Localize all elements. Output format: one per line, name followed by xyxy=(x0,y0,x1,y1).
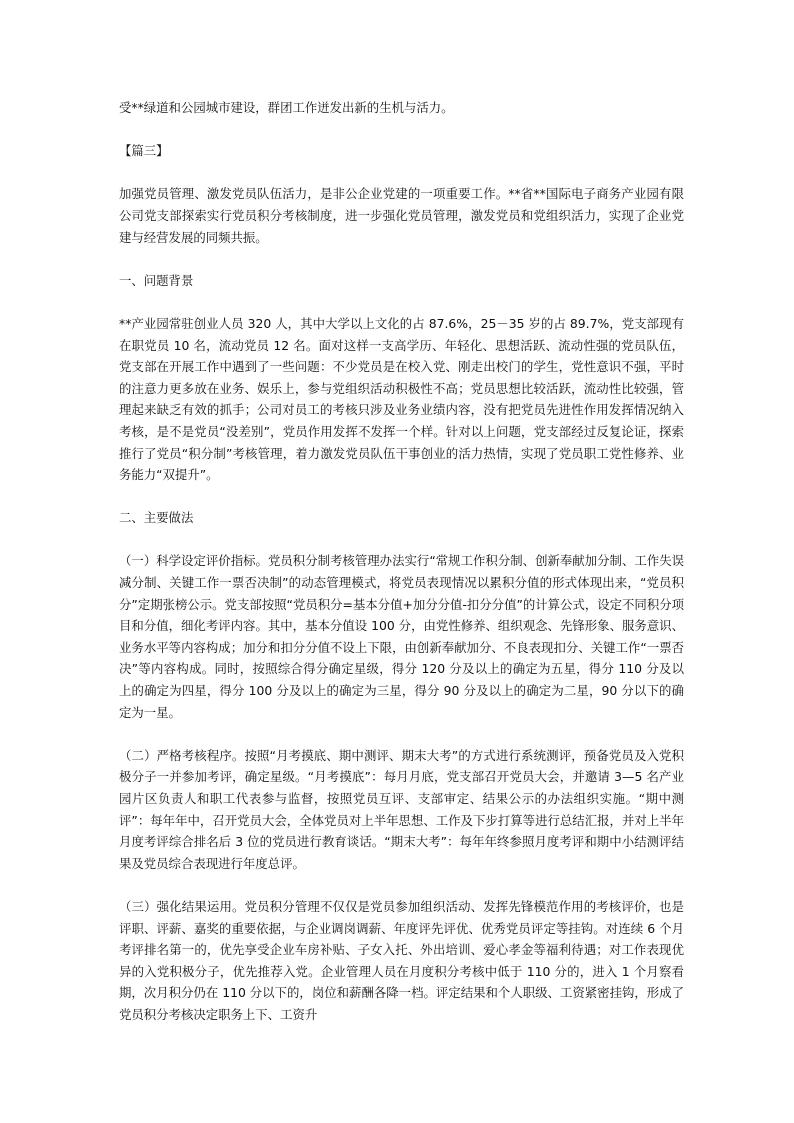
paragraph-gap xyxy=(119,874,684,896)
method-paragraph-3: （三）强化结果运用。党员积分管理不仅仅是党员参加组织活动、发挥先锋模范作用的考核评价，也是评职、评薪、嘉奖的重要依据，与企业调岗调薪、年度评先评优、优秀党员评定等挂钩。对连续 6 个月考评排名第一的，优先享受企业车房补贴、子女入托、外出培训、爱心孝金等福利待遇；对工作表现优异的入党积极分子，优先推荐入党。企业管理人员在月度积分考核中低于 110 分的，进入 1 个月察看期，次月积分仍在 110 分以下的，岗位和薪酬各降一档。评定结果和个人职级、工资紧密挂钩，形成了党员积分考核决定职务上下、工资升 xyxy=(119,898,684,1022)
method-paragraph-1: （一）科学设定评价指标。党员积分制考核管理办法实行“常规工作积分制、创新奉献加分制、工作失误减分制、关键工作一票否决制”的动态管理模式，将党员表现情况以累积分值的形式体现出来，“党员积分”定期张榜公示。党支部按照“党员积分=基本分值+加分分值-扣分分值”的计算公式，设定不同积分项目和分值，细化考评内容。其中，基本分值设 100 分，由党性修养、组织观念、先锋形象、服务意识、业务水平等内容构成；加分和扣分分值不设上下限，由创新奉献加分、不良表现扣分、关键工作“一票否决”等内容构成。同时，按照综合得分确定星级，得分 120 分及以上的确定为五星，得分 110 分及以上的确定为四星，得分 100 分及以上的确定为三星，得分 90 分及以上的确定为二星，90 分以下的确定为一星。 xyxy=(119,553,684,720)
paragraph-gap xyxy=(119,162,684,184)
heading-main-methods: 二、主要做法 xyxy=(119,510,194,526)
intro-paragraph: 加强党员管理、激发党员队伍活力，是非公企业党建的一项重要工作。**省**国际电子商务产业园有限公司党支部探索实行党员积分考核制度，进一步强化党员管理，激发党员和党组织活力，实现了企业党建与经营发展的同频共振。 xyxy=(119,186,684,245)
paragraph-gap xyxy=(119,529,684,551)
paragraph-gap xyxy=(119,119,684,141)
paragraph-gap xyxy=(119,723,684,745)
paragraph-gap xyxy=(119,291,684,313)
background-paragraph: **产业园常驻创业人员 320 人，其中大学以上文化的占 87.6%，25－35 岁的占 89.7%，党支部现有在职党员 10 名，流动党员 12 名。面对这样一支高学历、年轻化、思想活跃、流动性强的党员队伍，党支部在开展工作中遇到了一些问题：不少党员是在校入党、刚走出校门的学生，党性意识不强，平时的注意力更多放在业务、娱乐上，参与党组织活动积极性不高；党员思想比较活跃，流动性比较强，管理起来缺乏有效的抓手；公司对员工的考核只涉及业务业绩内容，没有把党员先进性作用发挥情况纳入考核，是不是党员“没差别”，党员作用发挥不发挥一个样。针对以上问题，党支部经过反复论证，探索推行了党员“积分制”考核管理，着力激发党员队伍干事创业的活力热情，实现了党员职工党性修养、业务能力“双提升”。 xyxy=(119,315,684,483)
document-body xyxy=(119,97,684,1026)
section-heading: 【篇三】 xyxy=(119,143,169,159)
paragraph-gap xyxy=(119,486,684,508)
continuation-paragraph: 受**绿道和公园城市建设，群团工作迸发出新的生机与活力。 xyxy=(119,100,454,115)
heading-problem-background: 一、问题背景 xyxy=(119,272,194,288)
method-paragraph-2: （二）严格考核程序。按照“月考摸底、期中测评、期末大考”的方式进行系统测评，预备党员及入党积极分子一并参加考评，确定星级。“月考摸底”：每月月底，党支部召开党员大会，并邀请 3—5 名产业园片区负责人和职工代表参与监督，按照党员互评、支部审定、结果公示的办法组织实施。“期中测评”：每年年中，召开党员大会，全体党员对上半年思想、工作及下步打算等进行总结汇报，并对上半年月度考评综合排名后 3 位的党员进行教育谈话。“期末大考”：每年年终参照月度考评和期中小结测评结果及党员综合表现进行年度总评。 xyxy=(119,747,684,871)
paragraph-gap xyxy=(119,248,684,270)
